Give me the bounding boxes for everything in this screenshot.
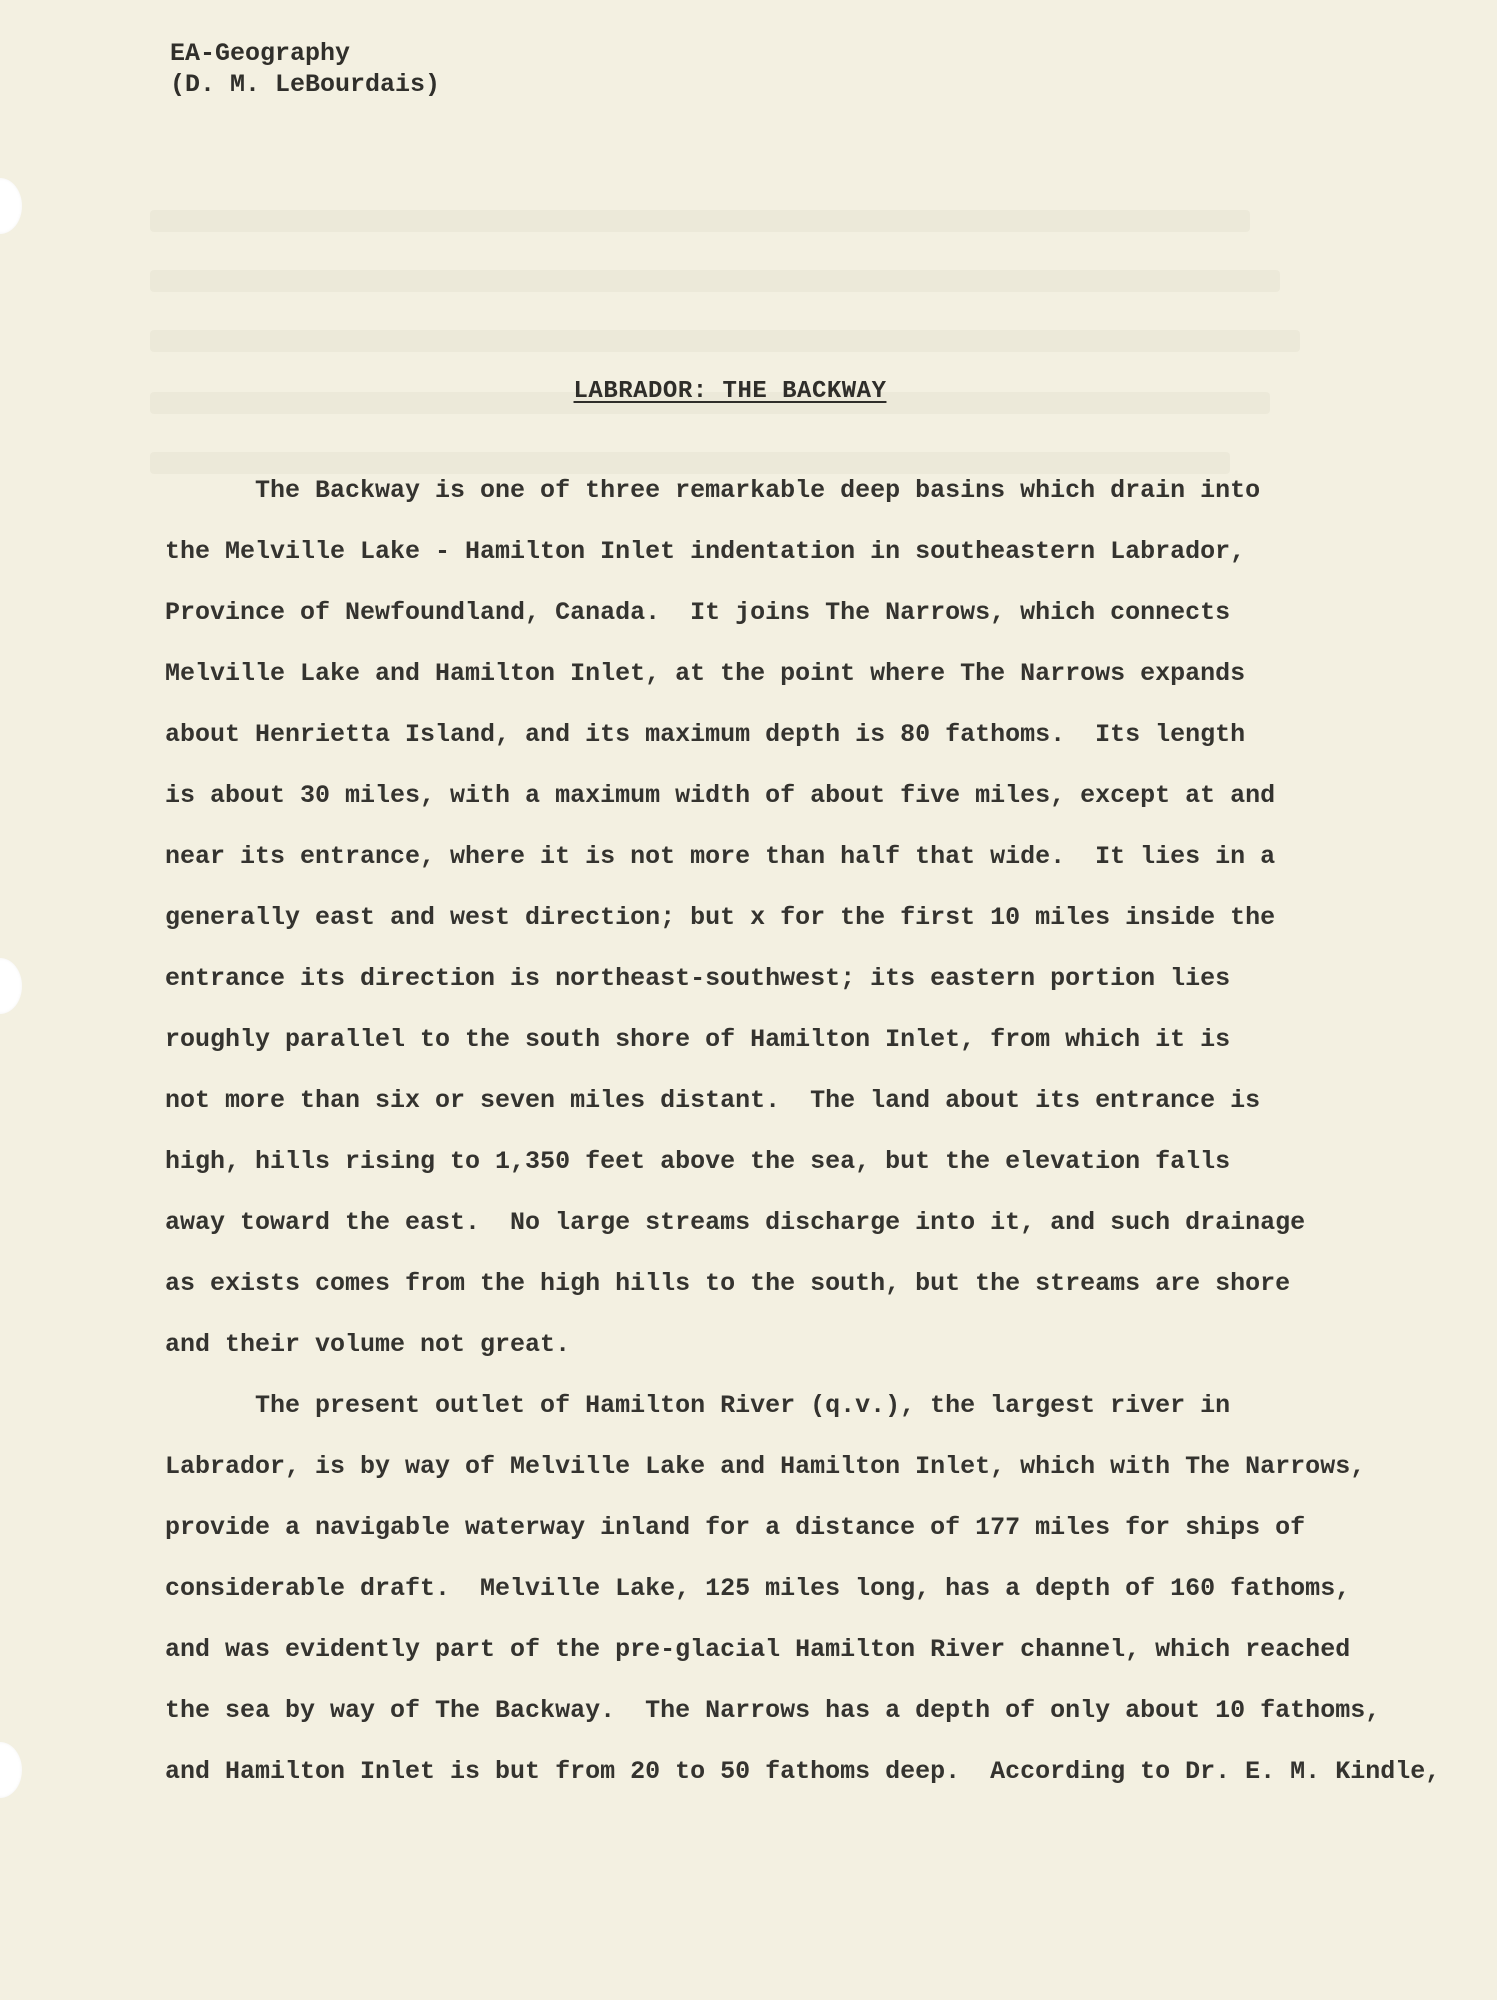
text-line: high, hills rising to 1,350 feet above the sea, but the elevation falls <box>165 1147 1231 1176</box>
document-header <box>170 38 440 100</box>
document-title: LABRADOR: THE BACKWAY <box>573 378 887 405</box>
text-line: as exists comes from the high hills to the south, but the streams are shore <box>165 1269 1291 1298</box>
text-line: and their volume not great. <box>165 1330 571 1359</box>
text-line: Melville Lake and Hamilton Inlet, at the point where The Narrows expands <box>165 659 1246 688</box>
text-line: The present outlet of Hamilton River (q.v.), the largest river in <box>165 1391 1231 1420</box>
text-line: roughly parallel to the south shore of Hamilton Inlet, from which it is <box>165 1025 1231 1054</box>
text-line: away toward the east. No large streams discharge into it, and such drainage <box>165 1208 1306 1237</box>
bleed-through-line <box>150 330 1300 352</box>
header-author: (D. M. LeBourdais) <box>170 70 441 99</box>
text-line: and Hamilton Inlet is but from 20 to 50 fathoms deep. According to Dr. E. M. Kindle, <box>165 1757 1441 1786</box>
text-line: the sea by way of The Backway. The Narrows has a depth of only about 10 fathoms, <box>165 1696 1381 1725</box>
text-line: about Henrietta Island, and its maximum depth is 80 fathoms. Its length <box>165 720 1246 749</box>
text-line: near its entrance, where it is not more than half that wide. It lies in a <box>165 842 1276 871</box>
text-line: Province of Newfoundland, Canada. It joins The Narrows, which connects <box>165 598 1231 627</box>
punch-hole <box>0 1742 22 1798</box>
document-body <box>165 460 1465 1802</box>
paragraph-2 <box>165 1375 1465 1802</box>
text-line: Labrador, is by way of Melville Lake and Hamilton Inlet, which with The Narrows, <box>165 1452 1366 1481</box>
text-line: considerable draft. Melville Lake, 125 miles long, has a depth of 160 fathoms, <box>165 1574 1351 1603</box>
text-line: is about 30 miles, with a maximum width of about five miles, except at and <box>165 781 1276 810</box>
bleed-through-line <box>150 210 1250 232</box>
header-category: EA-Geography <box>170 39 351 68</box>
punch-hole <box>0 178 22 234</box>
text-line: the Melville Lake - Hamilton Inlet indentation in southeastern Labrador, <box>165 537 1246 566</box>
bleed-through-line <box>150 270 1280 292</box>
text-line: entrance its direction is northeast-southwest; its eastern portion lies <box>165 964 1231 993</box>
text-line: The Backway is one of three remarkable deep basins which drain into <box>165 476 1261 505</box>
paragraph-1 <box>165 460 1465 1375</box>
text-line: and was evidently part of the pre-glacial Hamilton River channel, which reached <box>165 1635 1351 1664</box>
text-line: generally east and west direction; but x for the first 10 miles inside the <box>165 903 1276 932</box>
text-line: provide a navigable waterway inland for a distance of 177 miles for ships of <box>165 1513 1306 1542</box>
punch-hole <box>0 958 22 1014</box>
text-line: not more than six or seven miles distant. The land about its entrance is <box>165 1086 1261 1115</box>
